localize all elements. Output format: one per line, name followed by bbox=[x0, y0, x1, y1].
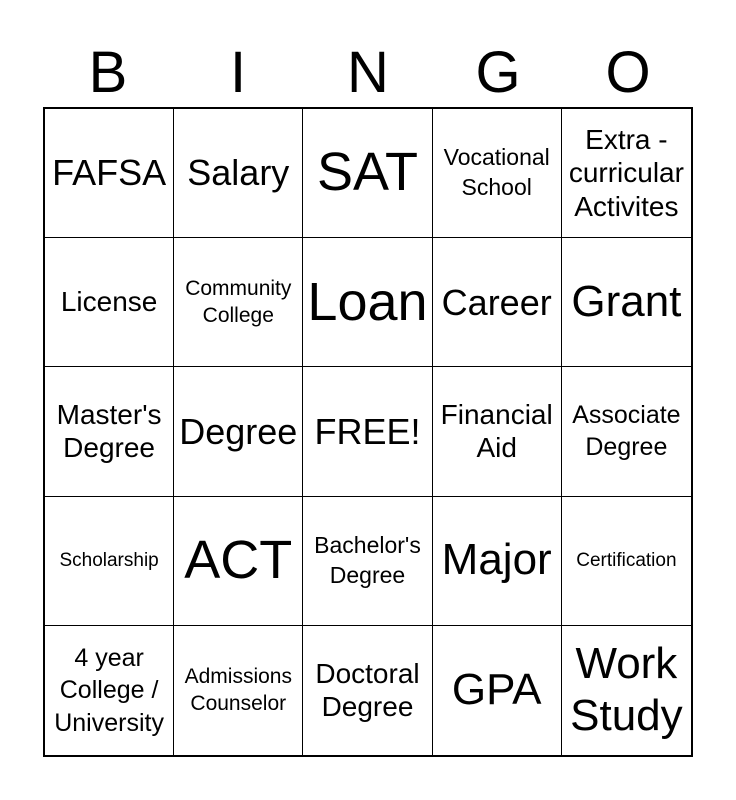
bingo-cell[interactable] bbox=[562, 109, 691, 238]
cell-label: FREE! bbox=[314, 410, 421, 452]
bingo-cell[interactable] bbox=[562, 626, 691, 755]
bingo-cell[interactable] bbox=[562, 238, 691, 367]
header-letter-n: N bbox=[347, 40, 389, 105]
cell-label: Career bbox=[441, 281, 552, 323]
bingo-cell[interactable] bbox=[303, 238, 432, 367]
cell-label: Work Study bbox=[570, 638, 683, 741]
bingo-cell[interactable] bbox=[174, 626, 303, 755]
bingo-cell[interactable] bbox=[174, 238, 303, 367]
cell-label: Doctoral Degree bbox=[315, 657, 420, 723]
cell-label: Major bbox=[441, 535, 552, 585]
bingo-cell[interactable] bbox=[45, 497, 174, 626]
bingo-cell[interactable] bbox=[433, 367, 562, 496]
bingo-cell[interactable] bbox=[174, 109, 303, 238]
cell-label: FAFSA bbox=[52, 152, 167, 194]
header-letter-b: B bbox=[88, 40, 128, 105]
bingo-cell[interactable] bbox=[303, 109, 432, 238]
bingo-cell[interactable] bbox=[562, 367, 691, 496]
cell-label: Bachelor's Degree bbox=[314, 531, 421, 588]
free-space-cell[interactable] bbox=[303, 367, 432, 496]
bingo-cell[interactable] bbox=[45, 109, 174, 238]
bingo-cell[interactable] bbox=[562, 497, 691, 626]
bingo-cell[interactable] bbox=[433, 626, 562, 755]
header-letter-g: G bbox=[475, 40, 521, 105]
cell-label: Financial Aid bbox=[440, 398, 553, 464]
bingo-cell[interactable] bbox=[174, 497, 303, 626]
cell-label: Grant bbox=[571, 276, 682, 326]
bingo-cell[interactable] bbox=[45, 626, 174, 755]
cell-label: ACT bbox=[184, 530, 293, 590]
cell-label: GPA bbox=[451, 664, 542, 714]
cell-label: Community College bbox=[185, 276, 292, 328]
cell-label: Loan bbox=[307, 271, 428, 332]
cell-label: License bbox=[60, 286, 158, 318]
bingo-cell[interactable] bbox=[433, 238, 562, 367]
cell-label: Degree bbox=[179, 410, 298, 452]
cell-label: Salary bbox=[187, 152, 290, 194]
cell-label: Associate Degree bbox=[572, 400, 681, 462]
bingo-header bbox=[43, 38, 693, 108]
bingo-cell[interactable] bbox=[433, 497, 562, 626]
bingo-cell[interactable] bbox=[433, 109, 562, 238]
bingo-cell[interactable] bbox=[303, 497, 432, 626]
cell-label: Master's Degree bbox=[56, 398, 162, 464]
bingo-cell[interactable] bbox=[45, 367, 174, 496]
cell-label: Certification bbox=[576, 549, 677, 571]
header-letter-o: O bbox=[605, 40, 651, 105]
bingo-cell[interactable] bbox=[174, 367, 303, 496]
cell-label: Scholarship bbox=[59, 549, 159, 571]
bingo-cell[interactable] bbox=[45, 238, 174, 367]
bingo-board bbox=[43, 107, 693, 757]
cell-label: Admissions Counselor bbox=[184, 665, 292, 716]
cell-label: SAT bbox=[316, 142, 418, 203]
bingo-cell[interactable] bbox=[303, 626, 432, 755]
cell-label: Vocational School bbox=[443, 144, 550, 201]
header-letter-i: I bbox=[229, 40, 247, 105]
cell-label: Extra - curricular Activites bbox=[568, 123, 684, 222]
cell-label: 4 year College / University bbox=[54, 643, 164, 737]
